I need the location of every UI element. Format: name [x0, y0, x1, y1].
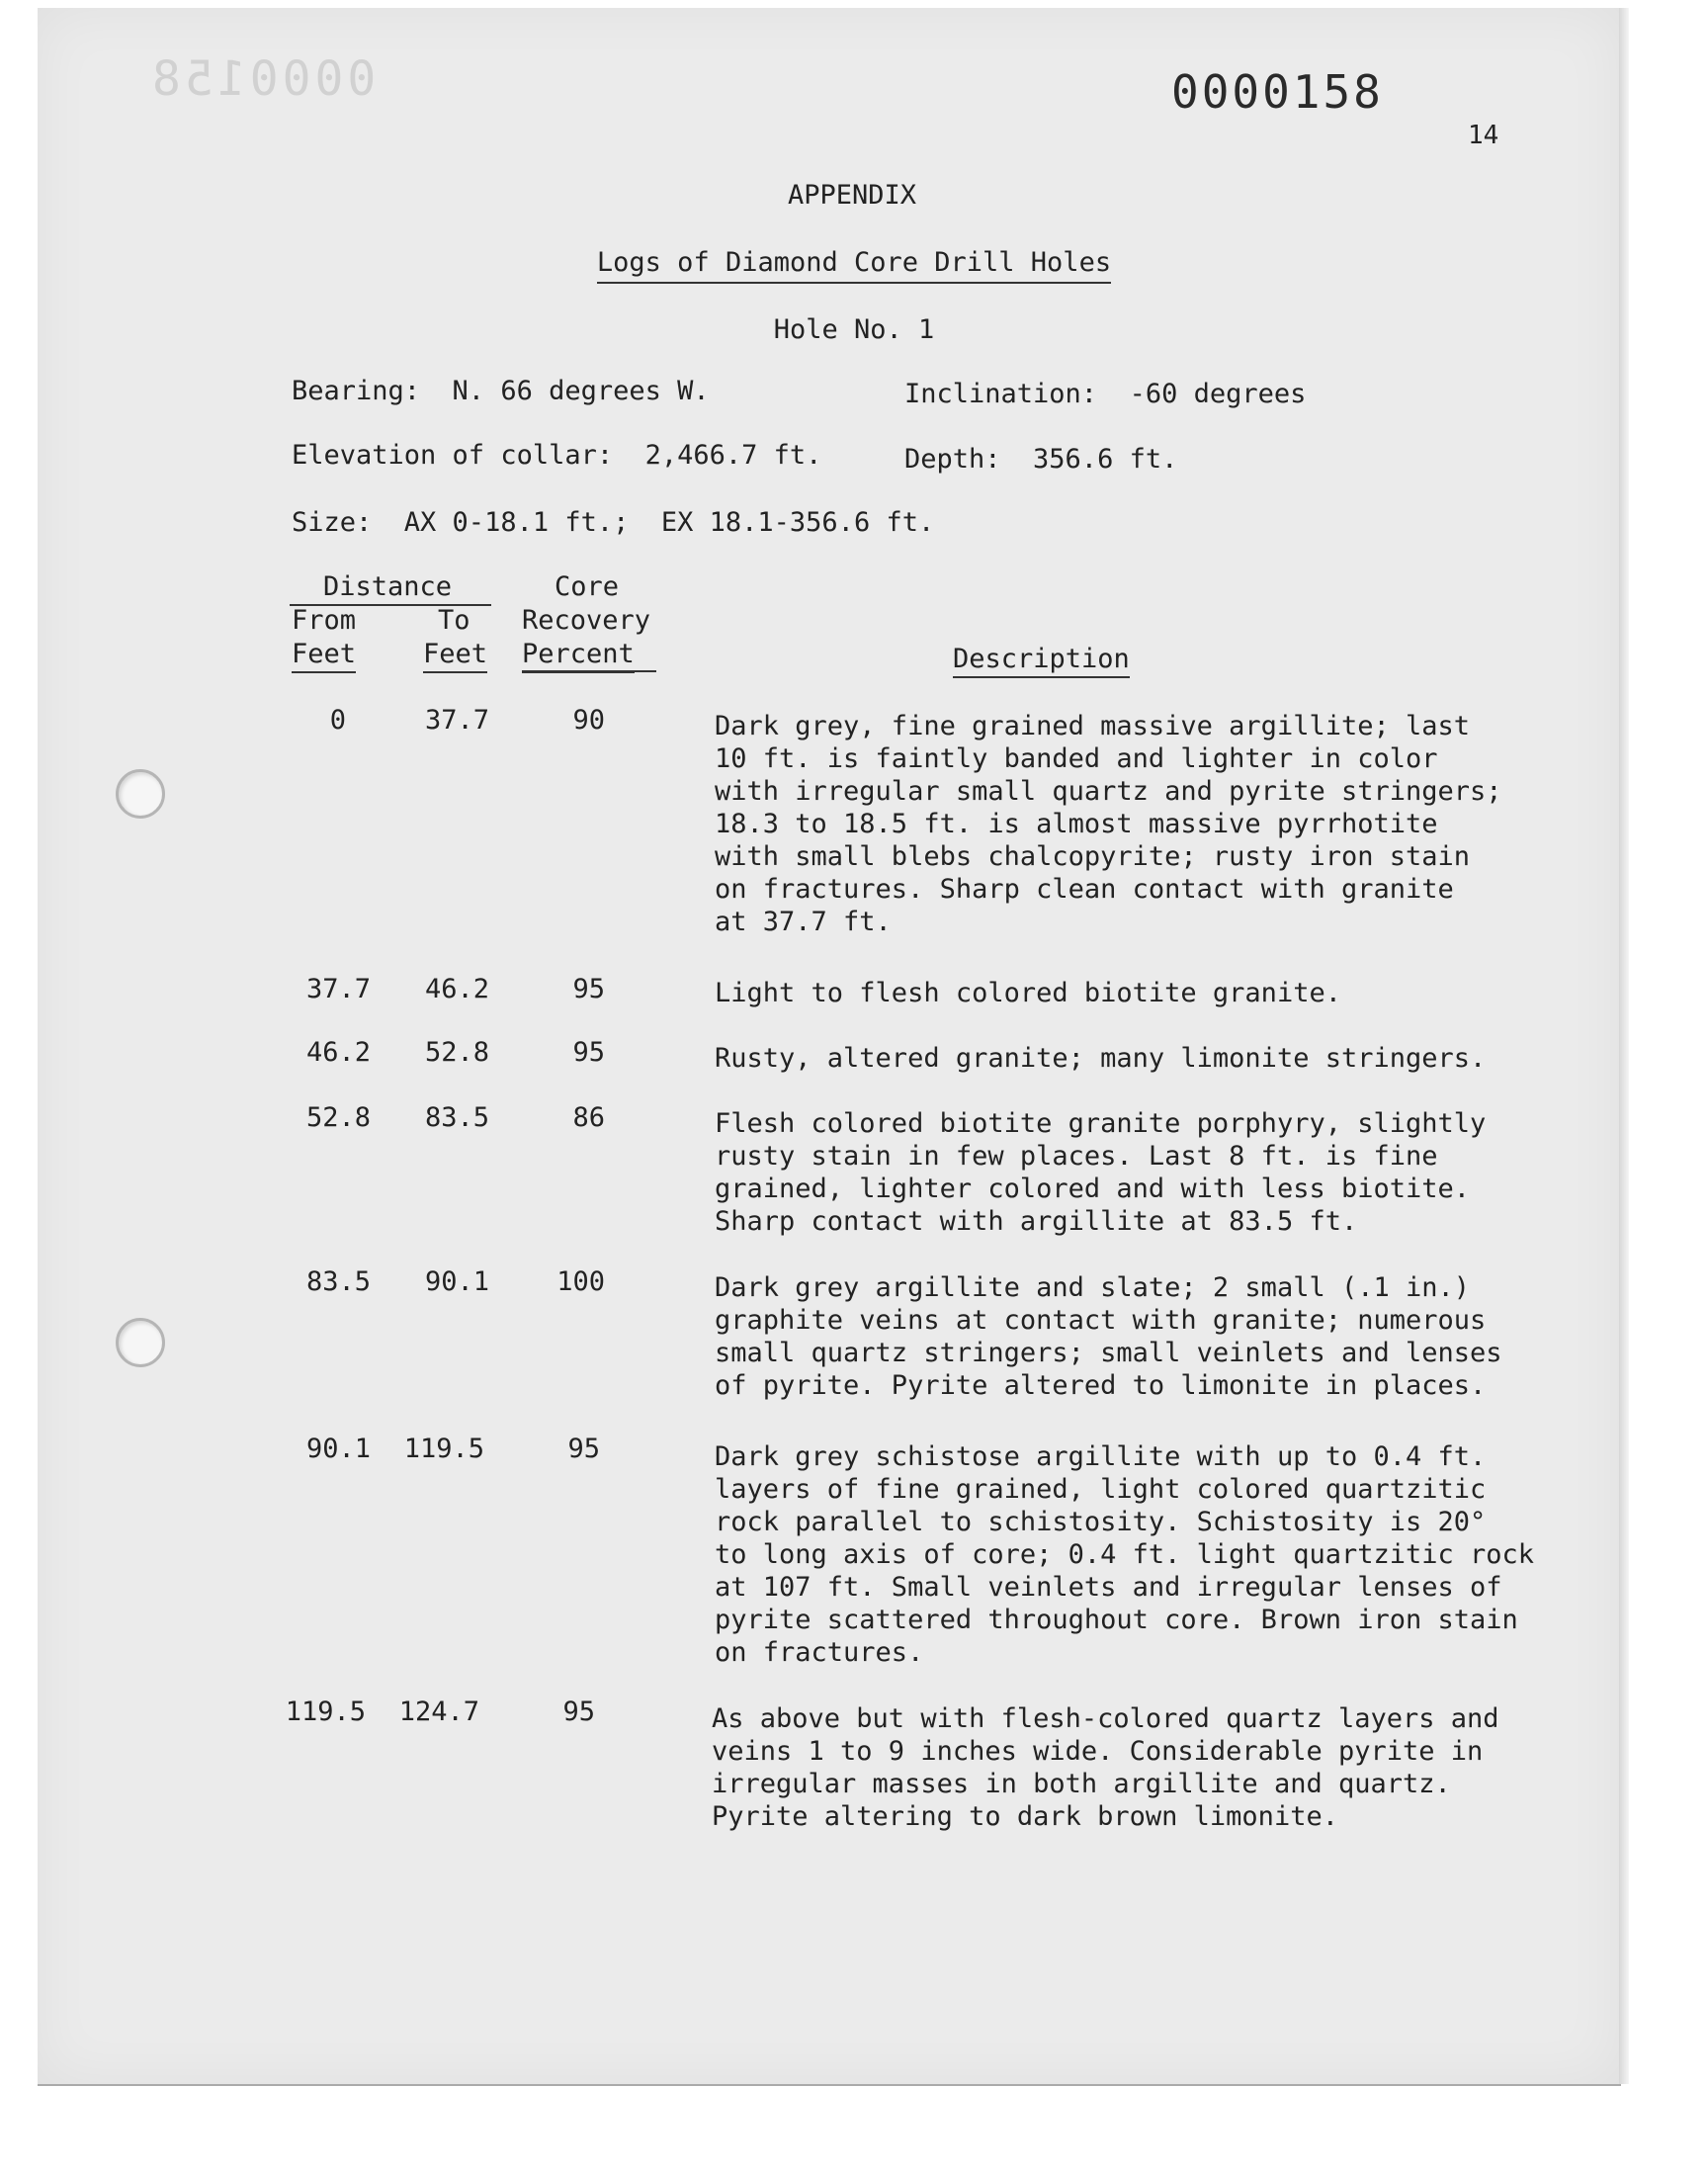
row-7-description: As above but with flesh-colored quartz layers and veins 1 to 9 inches wide. Considerable pyrite in irregular masses in both argillite and quartz. Pyrite altering to dark brown limonite.	[712, 1703, 1499, 1832]
page-number: 14	[1468, 121, 1499, 150]
subtitle-text: Logs of Diamond Core Drill Holes	[597, 247, 1111, 284]
row-3-to: 52.8	[424, 1037, 489, 1068]
row-5-description: Dark grey argillite and slate; 2 small (.1 in.) graphite veins at contact with granite; numerous small quartz stringers; small veinlets and lenses of pyrite. Pyrite altered to limonite in places.	[715, 1272, 1502, 1401]
page-bottom-edge	[38, 2084, 1621, 2086]
size-field: Size: AX 0-18.1 ft.; EX 18.1-356.6 ft.	[292, 507, 935, 538]
row-4-description: Flesh colored biotite granite porphyry, slightly rusty stain in few places. Last 8 ft. is fine grained, lighter colored and with less biotite. Sharp contact with argillite at 83.5 ft.	[715, 1108, 1487, 1237]
row-2-from: 37.7	[305, 974, 371, 1004]
row-1-description: Dark grey, fine grained massive argillite; last 10 ft. is faintly banded and lighter in color with irregular small quartz and pyrite stringers; 18.3 to 18.5 ft. is almost massive pyrrhotite with small blebs chalcopyrite; rusty iron stain on fractures. Sharp clean contact with granite at 37.7 ft.	[715, 711, 1502, 937]
row-5-to: 90.1	[424, 1266, 489, 1297]
header-description	[953, 644, 1130, 674]
header-distance: Distance	[323, 571, 453, 602]
bearing-field: Bearing: N. 66 degrees W.	[292, 376, 710, 406]
inclination-field: Inclination: -60 degrees	[904, 379, 1307, 409]
row-6-recovery: 95	[567, 1434, 600, 1464]
row-6-from: 90.1	[305, 1434, 371, 1464]
row-1-to: 37.7	[424, 705, 489, 736]
row-3-description: Rusty, altered granite; many limonite stringers.	[715, 1043, 1487, 1074]
row-2-to: 46.2	[424, 974, 489, 1004]
row-7-recovery: 95	[562, 1696, 595, 1727]
row-7-from: 119.5	[285, 1696, 366, 1727]
header-from: From	[292, 605, 357, 636]
row-6-to: 119.5	[403, 1434, 484, 1464]
row-2-description: Light to flesh colored biotite granite.	[715, 978, 1341, 1008]
header-to-feet	[423, 639, 487, 669]
punch-hole-top	[116, 769, 165, 819]
bleed-through-number: 0000158	[148, 51, 377, 107]
elevation-field: Elevation of collar: 2,466.7 ft.	[292, 440, 822, 471]
depth-field: Depth: 356.6 ft.	[904, 444, 1178, 475]
header-core: Core	[555, 571, 620, 602]
row-1-recovery: 90	[572, 705, 605, 736]
description-text: Description	[953, 644, 1130, 678]
header-recovery: Recovery	[522, 605, 651, 636]
row-4-from: 52.8	[305, 1102, 371, 1133]
row-6-description: Dark grey schistose argillite with up to 0.4 ft. layers of fine grained, light colored quartzitic rock parallel to schistosity. Schistosity is 20° to long axis of core; 0.4 ft. light quartzitic rock at 107 ft. Small veinlets and irregular lenses of pyrite scattered throughout core. Brown iron stain on fractures.	[715, 1441, 1535, 1668]
row-3-recovery: 95	[572, 1037, 605, 1068]
appendix-title-text: APPENDIX	[787, 180, 917, 211]
header-percent	[522, 639, 635, 669]
hole-number	[0, 314, 1708, 345]
row-3-from: 46.2	[305, 1037, 371, 1068]
header-from-feet	[292, 639, 356, 669]
row-5-recovery: 100	[556, 1266, 605, 1297]
from-feet-text: Feet	[292, 639, 356, 673]
row-4-to: 83.5	[424, 1102, 489, 1133]
document-number: 0000158	[1171, 65, 1384, 119]
hole-number-text: Hole No. 1	[773, 314, 935, 345]
percent-rule	[522, 670, 656, 672]
row-5-from: 83.5	[305, 1266, 371, 1297]
header-to: To	[438, 605, 470, 636]
row-1-from: 0	[329, 705, 346, 736]
percent-text: Percent	[522, 639, 635, 673]
subtitle	[0, 247, 1708, 278]
to-feet-text: Feet	[423, 639, 487, 673]
row-7-to: 124.7	[398, 1696, 479, 1727]
row-2-recovery: 95	[572, 974, 605, 1004]
punch-hole-bottom	[116, 1318, 165, 1367]
row-4-recovery: 86	[572, 1102, 605, 1133]
appendix-title	[0, 180, 1708, 211]
